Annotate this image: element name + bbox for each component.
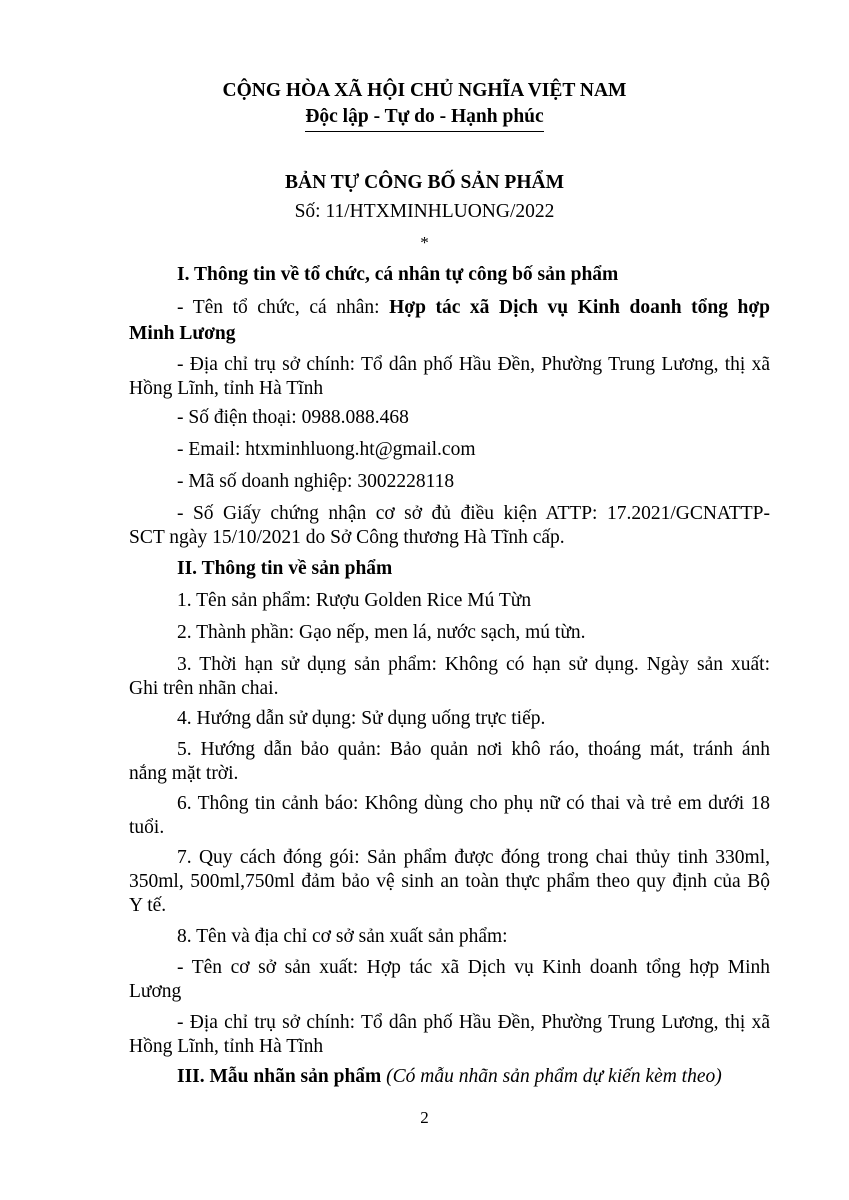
- storage-line1: 5. Hướng dẫn bảo quản: Bảo quản nơi khô ráo, thoáng mát, tránh ánh: [177, 739, 770, 760]
- shelf-life-line2: Ghi trên nhãn chai.: [129, 678, 279, 699]
- page-number: 2: [420, 1108, 429, 1127]
- shelf-life-line1: 3. Thời hạn sử dụng sản phẩm: Không có hạn sử dụng. Ngày sản xuất:: [177, 654, 770, 675]
- packaging-line1: 7. Quy cách đóng gói: Sản phẩm được đóng trong chai thủy tinh 330ml,: [177, 847, 770, 868]
- warning-line1: 6. Thông tin cảnh báo: Không dùng cho phụ nữ có thai và trẻ em dưới 18: [177, 793, 770, 814]
- org-label: - Tên tổ chức, cá nhân:: [177, 297, 390, 318]
- org-name-line2: Minh Lương: [129, 323, 236, 344]
- cert-line1: - Số Giấy chứng nhận cơ sở đủ điều kiện ATTP: 17.2021/GCNATTP-: [177, 503, 770, 524]
- document-number: Số: 11/HTXMINHLUONG/2022: [294, 201, 555, 222]
- packaging-line3: Y tế.: [129, 895, 167, 916]
- section-2-heading: II. Thông tin về sản phẩm: [177, 558, 393, 579]
- producer-name-line1: - Tên cơ sở sản xuất: Hợp tác xã Dịch vụ Kinh doanh tổng hợp Minh: [177, 957, 770, 978]
- phone-line: - Số điện thoại: 0988.088.468: [177, 407, 409, 428]
- org-name: Hợp tác xã Dịch vụ Kinh doanh tổng hợp: [389, 297, 770, 318]
- address-line1: - Địa chỉ trụ sở chính: Tổ dân phố Hầu Đền, Phường Trung Lương, thị xã: [177, 354, 770, 375]
- separator-star: *: [420, 233, 429, 252]
- producer-address-line2: Hồng Lĩnh, tỉnh Hà Tĩnh: [129, 1036, 324, 1057]
- national-motto: [0, 104, 849, 132]
- usage-line: 4. Hướng dẫn sử dụng: Sử dụng uống trực tiếp.: [177, 708, 546, 729]
- motto-text: Độc lập - Tự do - Hạnh phúc: [305, 104, 543, 132]
- ingredients-line: 2. Thành phần: Gạo nếp, men lá, nước sạch, mú từn.: [177, 622, 586, 643]
- org-name-line1: [177, 295, 770, 321]
- producer-heading-line: 8. Tên và địa chỉ cơ sở sản xuất sản phẩm:: [177, 926, 508, 947]
- packaging-line2: 350ml, 500ml,750ml đảm bảo vệ sinh an toàn thực phẩm theo quy định của Bộ: [129, 871, 770, 892]
- storage-line2: nắng mặt trời.: [129, 763, 239, 784]
- email-line: - Email: htxminhluong.ht@gmail.com: [177, 439, 476, 460]
- producer-address-line1: - Địa chỉ trụ sở chính: Tổ dân phố Hầu Đền, Phường Trung Lương, thị xã: [177, 1012, 770, 1033]
- section-1-heading: I. Thông tin về tổ chức, cá nhân tự công bố sản phẩm: [177, 264, 619, 285]
- warning-line2: tuổi.: [129, 817, 165, 838]
- tax-code-line: - Mã số doanh nghiệp: 3002228118: [177, 471, 455, 492]
- cert-line2: SCT ngày 15/10/2021 do Sở Công thương Hà Tĩnh cấp.: [129, 527, 565, 548]
- national-title: CỘNG HÒA XÃ HỘI CHỦ NGHĨA VIỆT NAM: [222, 80, 627, 101]
- producer-name-line2: Lương: [129, 981, 182, 1002]
- address-line2: Hồng Lĩnh, tỉnh Hà Tĩnh: [129, 378, 324, 399]
- section-3-line: [177, 1064, 770, 1090]
- section-3-heading: III. Mẫu nhãn sản phẩm: [177, 1066, 382, 1087]
- section-3-note: (Có mẫu nhãn sản phẩm dự kiến kèm theo): [386, 1066, 722, 1087]
- document-title: BẢN TỰ CÔNG BỐ SẢN PHẨM: [285, 172, 564, 193]
- product-name-line: 1. Tên sản phẩm: Rượu Golden Rice Mú Từn: [177, 590, 532, 611]
